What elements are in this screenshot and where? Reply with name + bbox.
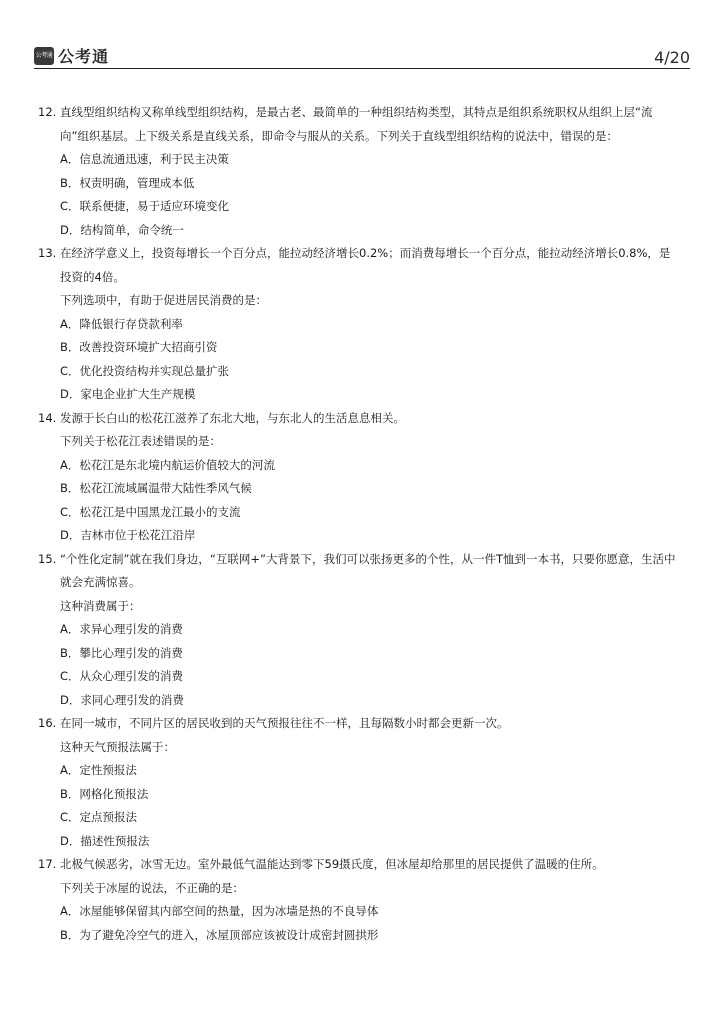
option-a: A．定性预报法 [60, 763, 137, 777]
question-17 [38, 853, 690, 947]
option-d: D．家电企业扩大生产规模 [60, 387, 196, 401]
option-d: D．求同心理引发的消费 [60, 692, 184, 707]
option-b: B．网格化预报法 [60, 786, 149, 801]
question-prompt: 下列关于松花江表述错误的是： [60, 434, 221, 448]
question-14 [38, 407, 690, 548]
question-stem-line: 14. 发源于长白山的松花江滋养了东北大地，与东北人的生活息息相关。 [38, 407, 690, 431]
question-prompt: 这种消费属于： [60, 598, 141, 613]
question-number: 12. [38, 105, 57, 119]
option-a: A．求异心理引发的消费 [60, 622, 183, 636]
option-c: C．从众心理引发的消费 [60, 669, 184, 683]
logo [34, 44, 109, 67]
question-stem-line: 向”组织基层。上下级关系是直线关系，即命令与服从的关系。下列关于直线型组织结构的说法中，错误的是： [60, 128, 618, 143]
option-d: D．结构简单，命令统一 [60, 222, 184, 237]
question-16 [38, 712, 690, 853]
question-13 [38, 242, 690, 407]
logo-badge-icon: 公考通 [34, 47, 54, 65]
option-b: B．改善投资环境扩大招商引资 [60, 340, 218, 354]
logo-text: 公考通 [58, 47, 110, 66]
option-d: D．吉林市位于松花江沿岸 [60, 528, 196, 542]
page-number: 4/20 [654, 48, 690, 67]
question-number: 14. [38, 410, 57, 425]
question-stem-line: 17. 北极气候恶劣，冰雪无边。室外最低气温能达到零下59摄氏度，但冰屋却给那里的居民提供了温暖的住所。 [38, 853, 690, 877]
option-b: B．权责明确，管理成本低 [60, 175, 195, 190]
question-list [38, 101, 690, 947]
option-d: D．描述性预报法 [60, 833, 150, 848]
option-a: A．降低银行存贷款利率 [60, 316, 183, 331]
question-number: 16. [38, 716, 57, 730]
option-b: B．为了避免冷空气的进入，冰屋顶部应该被设计成密封圆拱形 [60, 927, 379, 942]
question-12 [38, 101, 690, 242]
question-number: 17. [38, 857, 57, 871]
question-prompt: 这种天气预报法属于： [60, 739, 175, 754]
question-stem-line: 16. 在同一城市，不同片区的居民收到的天气预报往往不一样，且每隔数小时都会更新一次。 [38, 712, 690, 736]
option-a: A．松花江是东北境内航运价值较大的河流 [60, 457, 275, 472]
option-c: C．定点预报法 [60, 810, 138, 824]
question-prompt: 下列关于冰屋的说法，不正确的是： [60, 880, 244, 895]
question-stem-line: 就会充满惊喜。 [60, 575, 141, 589]
option-b: B．松花江流域属温带大陆性季风气候 [60, 481, 252, 495]
option-a: A．信息流通迅速，利于民主决策 [60, 152, 229, 166]
question-prompt: 下列选项中，有助于促进居民消费的是： [60, 293, 267, 307]
option-c: C．联系便捷，易于适应环境变化 [60, 199, 230, 213]
question-stem-line: 15. “个性化定制”就在我们身边，“互联网+”大背景下，我们可以张扬更多的个性，从一件T恤到一本书，只要你愿意，生活中 [38, 548, 690, 572]
question-number: 15. [38, 551, 57, 566]
question-stem-line: 13. 在经济学意义上，投资每增长一个百分点，能拉动经济增长0.2%；而消费每增长一个百分点，能拉动经济增长0.8%，是 [38, 242, 690, 266]
question-15 [38, 548, 690, 713]
question-stem-line: 12. 直线型组织结构又称单线型组织结构，是最古老、最简单的一种组织结构类型，其特点是组织系统职权从组织上层“流 [38, 101, 690, 125]
option-c: C．松花江是中国黑龙江最小的支流 [60, 504, 241, 519]
page-header [34, 40, 690, 69]
question-number: 13. [38, 246, 57, 260]
option-c: C．优化投资结构并实现总量扩张 [60, 363, 230, 378]
option-a: A．冰屋能够保留其内部空间的热量，因为冰墙是热的不良导体 [60, 904, 379, 918]
question-stem-line: 投资的4倍。 [60, 269, 125, 284]
option-b: B．攀比心理引发的消费 [60, 645, 183, 660]
